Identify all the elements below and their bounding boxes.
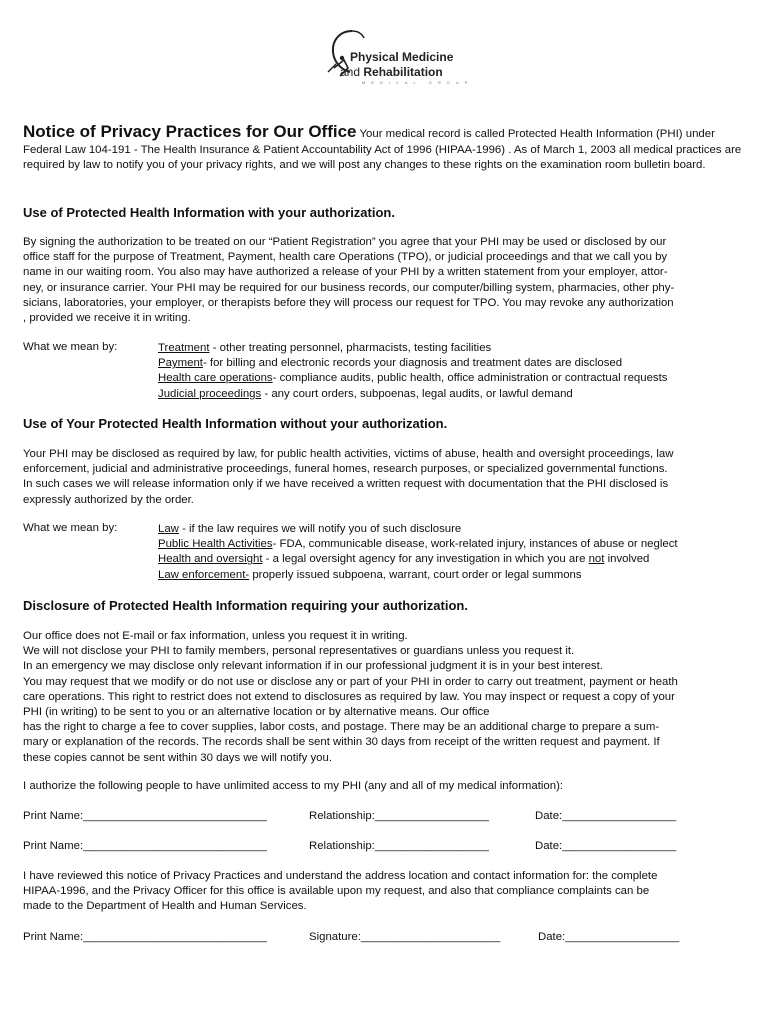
section2-mean-list <box>158 522 678 583</box>
section1-mean-list <box>158 341 667 402</box>
section2-mean-label: What we mean by: <box>23 522 118 534</box>
section3-heading: Disclosure of Protected Health Information requiring your authorization. <box>23 598 468 613</box>
date-field-2[interactable]: Date:__________________ <box>535 840 677 852</box>
final-date-field[interactable]: Date:__________________ <box>538 931 680 943</box>
list-item: Health and oversight - a legal oversight agency for any investigation in which you are not involved <box>158 553 650 566</box>
section1-paragraph: By signing the authorization to be treated on our “Patient Registration” you agree that your PHI may be used or disclosed by our office staff for the purpose of Treatment, Payment, health care Operations (TPO), or judicial proceedings and that we call you by name in our waiting room. You also may have authorized a release of your PHI by a written statement from your employer, attor- ney, or insurance carrier. Your PHI may be required for our business records, our computer/billing system, pharmacies, other phy- sicians, laboratories, your employer, or therapists before they will process our request for TPO. You may revoke any authorization , provided we receive it in writing. <box>23 236 675 325</box>
signature-field[interactable]: Signature:______________________ <box>309 931 501 943</box>
list-item: Payment- for billing and electronic records your diagnosis and treatment dates are disclosed <box>158 357 623 370</box>
list-item: Law - if the law requires we will notify you of such disclosure <box>158 523 462 535</box>
final-print-name-field[interactable]: Print Name:_____________________________ <box>23 931 267 943</box>
review-paragraph: I have reviewed this notice of Privacy Practices and understand the address location and contact information for: the complete HIPAA-1996, and the Privacy Officer for this office is available upon my request, and also that compliance complaints can be made to the Department of Health and Human Services. <box>23 870 658 913</box>
print-name-field-2[interactable]: Print Name:_____________________________ <box>23 840 267 852</box>
section3-paragraph: Our office does not E-mail or fax information, unless you request it in writing. We will not disclose your PHI to family members, personal representatives or guardians unless you request it. In an emergency we may disclose only relevant information if in our professional judgment it is in your best interest. You may request that we modify or do not use or disclose any or part of your PHI in order to carry out treatment, payment or heath care operations. This right to restrict does not extend to disclosures as required by law. You may inspect or request a copy of your PHI (in writing) to be sent to you or an alternative location or by alternative means. Our office has the right to charge a fee to cover supplies, labor costs, and postage. There may be an additional charge to prepare a sum- mary or explanation of the records. The records shall be sent within 30 days from receipt of the written request and payment. If these copies cannot be sent within 30 days we will notify you. <box>23 630 678 764</box>
list-item: Public Health Activities- FDA, communicable disease, work-related injury, instances of abuse or neglect <box>158 538 678 551</box>
intro-paragraph <box>23 124 748 174</box>
section2-heading: Use of Your Protected Health Information without your authorization. <box>23 416 448 431</box>
relationship-field-2[interactable]: Relationship:__________________ <box>309 840 489 852</box>
practice-logo <box>322 28 474 85</box>
print-name-field-1[interactable]: Print Name:_____________________________ <box>23 810 267 822</box>
list-item: Treatment - other treating personnel, pharmacists, testing facilities <box>158 342 492 354</box>
page-title: Notice of Privacy Practices for Our Office <box>23 122 357 141</box>
section1-mean-label: What we mean by: <box>23 341 118 353</box>
section1-heading: Use of Protected Health Information with your authorization. <box>23 205 395 220</box>
intro-text: Your medical record is called Protected Health Information (PHI) under Federal Law 104-191 - The Health Insurance & Patient Accountability Act of 1996 (HIPAA-1996) . As of March 1, 2003 all medical practices are required by law to notify you of your privacy rights, and we will post any changes to these rights on the examination room bulletin board. <box>23 128 742 171</box>
logo-line3: MEDICAL GROUP <box>362 80 474 85</box>
logo-line1: Physical Medicine <box>350 50 454 64</box>
logo-line2: and Rehabilitation <box>340 65 443 79</box>
list-item: Judicial proceedings - any court orders, subpoenas, legal audits, or lawful demand <box>158 387 573 400</box>
section2-paragraph: Your PHI may be disclosed as required by law, for public health activities, victims of abuse, health and oversight proceedings, law enforcement, judicial and administrative proceedings, funeral homes, research purposes, or specialized governmental functions. In such cases we will release information only if we have received a written request with documentation that the PHI disclosed is expressly authorized by the order. <box>23 448 674 506</box>
list-item: Health care operations- compliance audits, public health, office administration or contractual requests <box>158 372 668 385</box>
date-field-1[interactable]: Date:__________________ <box>535 810 677 822</box>
list-item: Law enforcement- properly issued subpoena, warrant, court order or legal summons <box>158 568 582 581</box>
authorize-text: I authorize the following people to have unlimited access to my PHI (any and all of my medical information): <box>23 780 564 792</box>
relationship-field-1[interactable]: Relationship:__________________ <box>309 810 489 822</box>
